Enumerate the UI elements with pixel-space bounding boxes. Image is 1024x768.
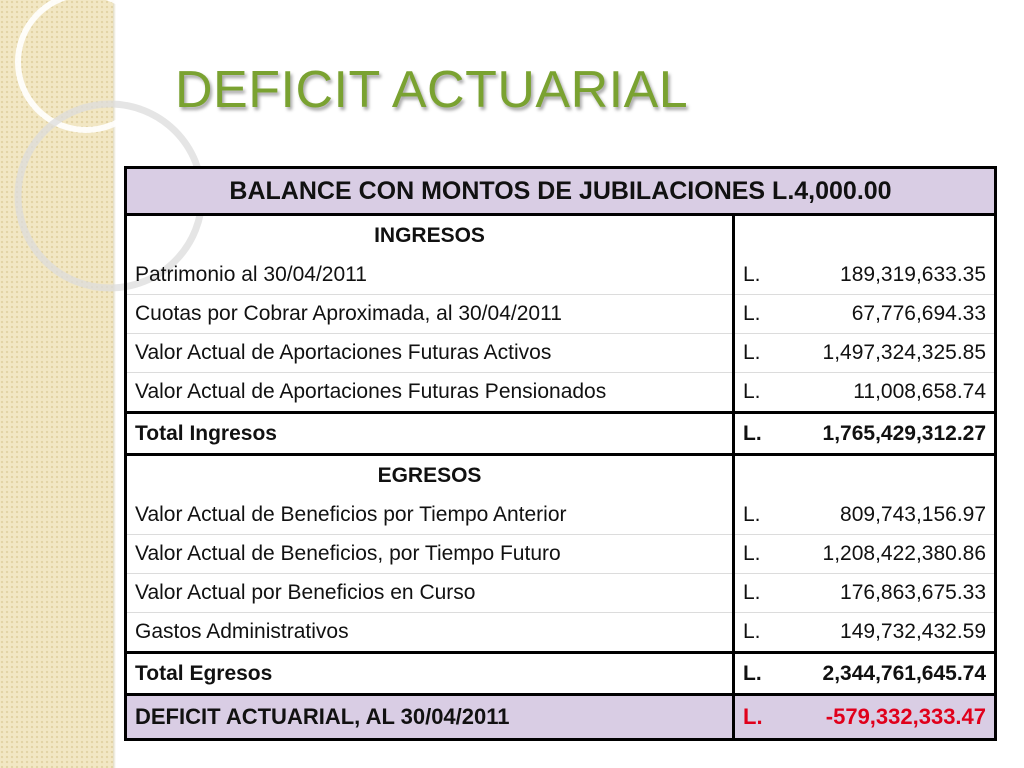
row-currency: L. — [734, 334, 786, 373]
row-value: 1,497,324,325.85 — [786, 334, 996, 373]
row-currency: L. — [734, 574, 786, 613]
table-row — [126, 574, 996, 613]
total-egresos-value: 2,344,761,645.74 — [786, 653, 996, 695]
deficit-value: -579,332,333.47 — [786, 695, 996, 740]
row-label: Gastos Administrativos — [126, 613, 734, 653]
total-ingresos-row — [126, 413, 996, 455]
table-row — [126, 535, 996, 574]
row-value: 149,732,432.59 — [786, 613, 996, 653]
total-egresos-row — [126, 653, 996, 695]
row-currency: L. — [734, 613, 786, 653]
table-row — [126, 373, 996, 413]
balance-table — [124, 166, 997, 741]
table-row — [126, 496, 996, 535]
slide-title: DEFICIT ACTUARIAL — [175, 61, 689, 119]
deficit-currency: L. — [734, 695, 786, 740]
row-currency: L. — [734, 373, 786, 413]
row-label: Valor Actual de Beneficios, por Tiempo Futuro — [126, 535, 734, 574]
row-label: Cuotas por Cobrar Aproximada, al 30/04/2011 — [126, 295, 734, 334]
row-value: 189,319,633.35 — [786, 256, 996, 295]
ingresos-heading: INGRESOS — [126, 215, 734, 257]
table-row — [126, 295, 996, 334]
row-label: Valor Actual por Beneficios en Curso — [126, 574, 734, 613]
table-title: BALANCE CON MONTOS DE JUBILACIONES L.4,000.00 — [126, 168, 996, 215]
row-value: 11,008,658.74 — [786, 373, 996, 413]
total-egresos-label: Total Egresos — [126, 653, 734, 695]
total-ingresos-value: 1,765,429,312.27 — [786, 413, 996, 455]
table-row — [126, 334, 996, 373]
row-label: Valor Actual de Beneficios por Tiempo Anterior — [126, 496, 734, 535]
deficit-row — [126, 695, 996, 740]
row-value: 176,863,675.33 — [786, 574, 996, 613]
egresos-heading: EGRESOS — [126, 455, 734, 497]
row-currency: L. — [734, 295, 786, 334]
row-label: Valor Actual de Aportaciones Futuras Pensionados — [126, 373, 734, 413]
ingresos-section-row — [126, 215, 996, 257]
egresos-section-row — [126, 455, 996, 497]
row-value: 1,208,422,380.86 — [786, 535, 996, 574]
table-row — [126, 613, 996, 653]
row-label: Valor Actual de Aportaciones Futuras Activos — [126, 334, 734, 373]
deficit-label: DEFICIT ACTUARIAL, AL 30/04/2011 — [126, 695, 734, 740]
row-label: Patrimonio al 30/04/2011 — [126, 256, 734, 295]
total-ingresos-currency: L. — [734, 413, 786, 455]
table-row — [126, 256, 996, 295]
row-value: 809,743,156.97 — [786, 496, 996, 535]
row-currency: L. — [734, 256, 786, 295]
row-currency: L. — [734, 496, 786, 535]
total-egresos-currency: L. — [734, 653, 786, 695]
total-ingresos-label: Total Ingresos — [126, 413, 734, 455]
table-header-row — [126, 168, 996, 215]
row-value: 67,776,694.33 — [786, 295, 996, 334]
row-currency: L. — [734, 535, 786, 574]
